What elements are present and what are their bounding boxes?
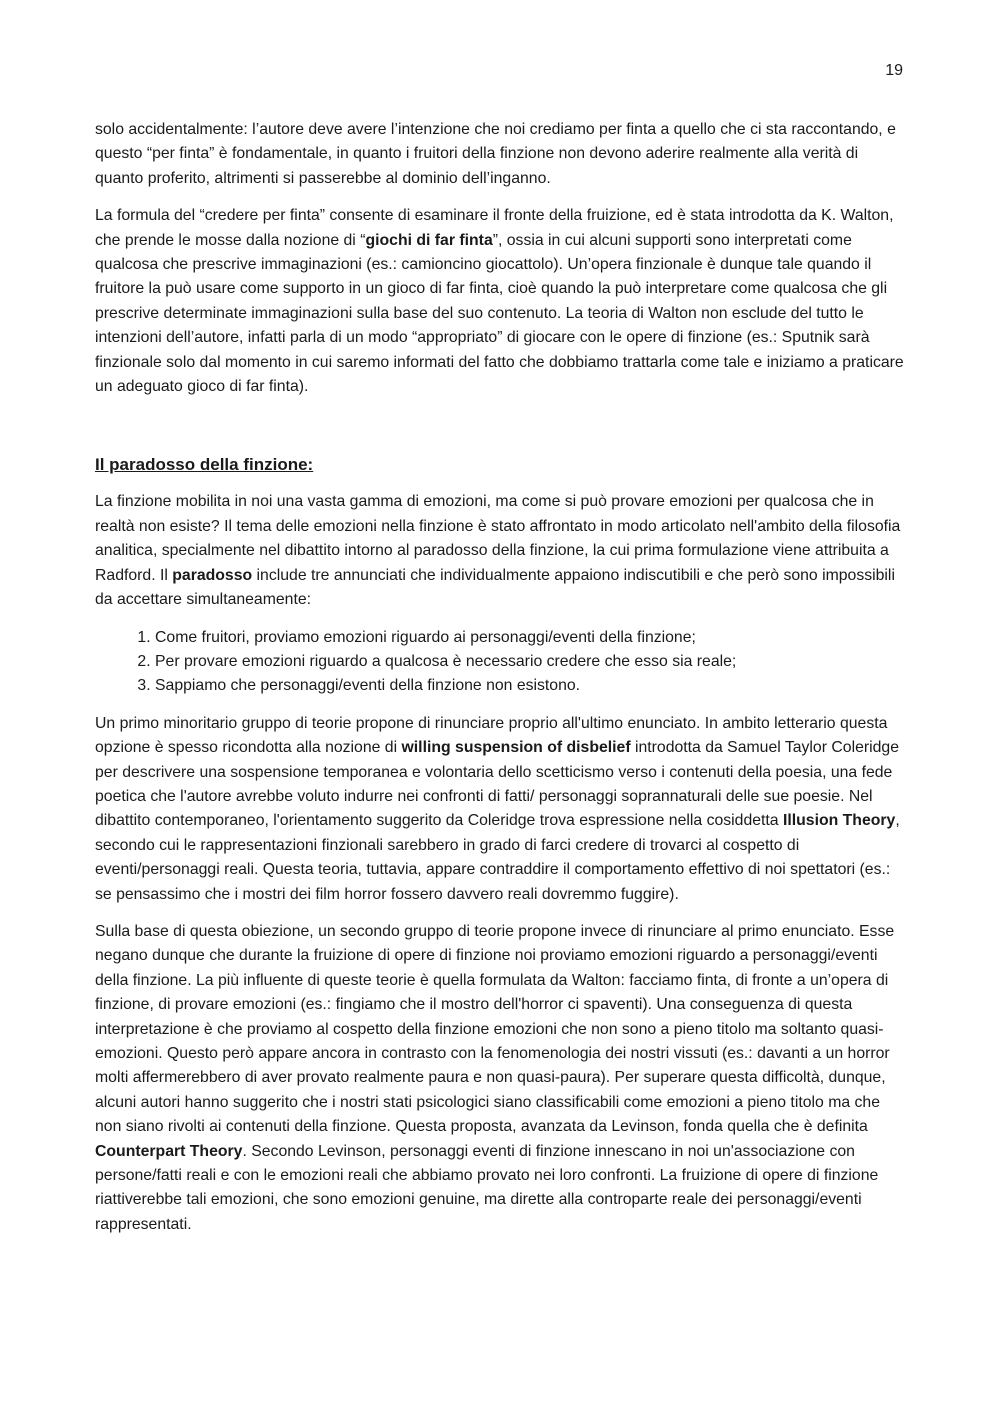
paragraph-5-text-a: Sulla base di questa obiezione, un secondo gruppo di teorie propone invece di rinunciare al primo enunciato. Esse negano dunque che durante la fruizione di opere di finzione noi proviamo emozioni riguardo a personaggi/eventi della finzione. La più influente di queste teorie è quella formulata da Walton: facciamo finta, di fronte a un’opera di finzione, di provare emozioni (es.: fingiamo che il mostro dell'horror ci spaventi). Una conseguenza di questa interpretazione è che proviamo al cospetto della finzione emozioni che non sono a pieno titolo ma soltanto quasi-emozioni. Questo però appare ancora in contrasto con la fenomenologia dei nostri vissuti (es.: davanti a un horror molti affermerebbero di aver provato realmente paura e non quasi-paura). Per superare questa difficoltà, dunque, alcuni autori hanno suggerito che i nostri stati psicologici siano classificabili come emozioni a pieno titolo ma che non siano rivolti ai contenuti della finzione. Questa proposta, avanzata da Levinson, fonda quella che è definita: [95, 922, 895, 1136]
section-spacer: [95, 412, 907, 452]
paragraph-5-text-c: . Secondo Levinson, personaggi eventi di finzione innescano in noi un'associazione con persone/fatti reali e con le emozioni reali che abbiamo provato nei loro confronti. La fruizione di opere di finzione riattiverebbe tali emozioni, che sono emozioni genuine, ma dirette alla controparte reale dei personaggi/eventi rappresentati.: [95, 1142, 879, 1233]
page-body: [95, 118, 907, 1250]
paragraph-1: solo accidentalmente: l’autore deve avere l’intenzione che noi crediamo per finta a quello che ci sta raccontando, e questo “per finta” è fondamentale, in quanto i fruitori della finzione non devono aderire realmente alla verità di quanto proferito, altrimenti si passerebbe al dominio dell’inganno.: [95, 121, 896, 187]
paragraph-4-text-a: Un primo minoritario gruppo di teorie propone di rinunciare proprio all'ultimo enunciato. In ambito letterario questa opzione è spesso ricondotta alla nozione di: [95, 714, 888, 757]
paragraph-4-text-c: introdotta da Samuel Taylor Coleridge per descrivere una sospensione temporanea e volontaria dello scetticismo verso i contenuti della poesia, una fede poetica che l'autore avrebbe voluto indurre nei confronti di fatti/ personaggi soprannaturali delle sue poesie. Nel dibattito contemporaneo, l'orientamento suggerito da Coleridge trova espressione nella cosiddetta: [95, 739, 899, 830]
section-heading: Il paradosso della finzione:: [95, 455, 314, 475]
term-giochi-di-far-finta: giochi di far finta: [365, 231, 493, 249]
term-paradosso: paradosso: [172, 566, 253, 584]
paragraph-3-text-c: include tre annunciati che individualmente appaiono indiscutibili e che però sono impossibili da accettare simultaneamente:: [95, 566, 895, 609]
list-item: 2. Per provare emozioni riguardo a qualcosa è necessario credere che esso sia reale;: [155, 650, 907, 674]
paragraph-2: [95, 204, 907, 399]
term-willing-suspension: willing suspension of disbelief: [401, 739, 631, 757]
paragraph-2-text-a: La formula del “credere per finta” consente di esaminare il fronte della fruizione, ed è stata introdotta da K. Walton, che prende le mosse dalla nozione di “: [95, 207, 894, 249]
numbered-list: [95, 626, 907, 699]
paragraph-5: [95, 920, 907, 1237]
page-number: 19: [885, 62, 903, 79]
paragraph-3-text-a: La finzione mobilita in noi una vasta gamma di emozioni, ma come si può provare emozioni per qualcosa che in realtà non esiste? Il tema delle emozioni nella finzione è stato affrontato in modo articolato nell'ambito della filosofia analitica, specialmente nel dibattito intorno al paradosso della finzione, la cui prima formulazione viene attribuita a Radford. Il: [95, 493, 901, 584]
list-item: 3. Sappiamo che personaggi/eventi della finzione non esistono.: [155, 674, 907, 698]
paragraph-4-text-e: , secondo cui le rappresentazioni finzionali sarebbero in grado di farci credere di trovarci al cospetto di eventi/personaggi reali. Questa teoria, tuttavia, appare contraddire il comportamento effettivo di noi spettatori (es.: se pensassimo che i mostri dei film horror fossero davvero reali dovremmo fuggire).: [95, 812, 900, 903]
paragraph-2-text-c: ”, ossia in cui alcuni supporti sono interpretati come qualcosa che prescrive immaginazioni (es.: camioncino giocattolo). Un’opera finzionale è dunque tale quando il fruitore la può usare come supporto in un gioco di far finta, cioè quando la può interpretare come qualcosa che gli prescrive determinate immaginazioni sulla base del suo contenuto. La teoria di Walton non esclude del tutto le intenzioni dell’autore, infatti parla di un modo “appropriato” di giocare con le opere di finzione (es.: Sputnik sarà finzionale solo dal momento in cui saremo informati del fatto che dobbiamo trattarla come tale e iniziamo a praticare un adeguato gioco di far finta).: [95, 231, 904, 396]
list-item: 1. Come fruitori, proviamo emozioni riguardo ai personaggi/eventi della finzione;: [155, 626, 907, 650]
term-counterpart-theory: Counterpart Theory: [95, 1142, 243, 1160]
term-illusion-theory: Illusion Theory: [782, 812, 896, 830]
paragraph-4: [95, 712, 907, 907]
paragraph-3: [95, 490, 907, 612]
